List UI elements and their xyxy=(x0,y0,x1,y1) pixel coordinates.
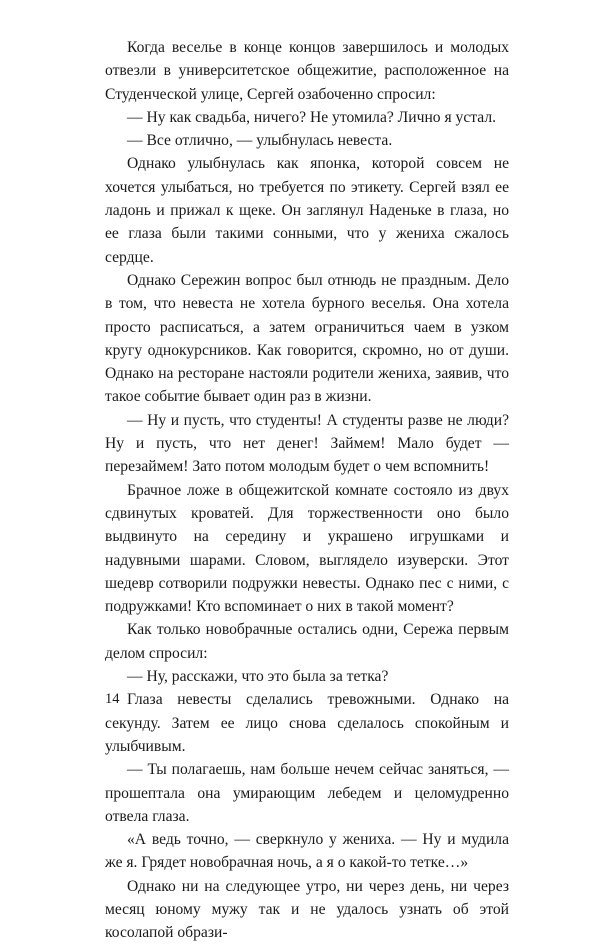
paragraph: — Ну, расскажи, что это была за тетка? xyxy=(127,668,389,686)
page-number: 14 xyxy=(105,691,120,707)
paragraph: Однако ни на следующее утро, ни через день, ни через месяц юному мужу так и не удалось узнать об этой косолапой образи- xyxy=(105,877,509,942)
body-text xyxy=(105,36,509,945)
paragraph: Когда веселье в конце концов завершилось и молодых отвезли в университетское общежитие, расположенное на Студенческой улице, Сергей озабоченно спросил: xyxy=(105,39,509,103)
paragraph: — Ну и пусть, что студенты! А студенты разве не люди? Ну и пусть, что нет денег! Займем! Мало будет — перезаймем! Зато потом молодым будет о чем вспомнить! xyxy=(105,411,509,476)
paragraph: Брачное ложе в общежитской комнате состояло из двух сдвинутых кроватей. Для торжественности оно было выдвинуто на середину и украшено игрушками и надувными шарами. Словом, выглядело изуверски. Этот шедевр сотворили подружки невесты. Однако пес с ними, с подружками! Кто вспоминает о них в такой момент? xyxy=(105,481,509,616)
paragraph: Глаза невесты сделались тревожными. Однако на секунду. Затем ее лицо снова сделалось спокойным и улыбчивым. xyxy=(105,691,509,755)
paragraph: Как только новобрачные остались одни, Сережа первым делом спросил: xyxy=(105,621,509,662)
paragraph: Однако улыбнулась как японка, которой совсем не хочется улыбаться, но требуется по этикету. Сергей взял ее ладонь и прижал к щеке. Он заглянул Наденьке в глаза, но ее глаза были такими сонными, что у жениха сжалось сердце. xyxy=(105,155,509,266)
paragraph: — Ты полагаешь, нам больше нечем сейчас заняться, — прошептала она умирающим лебедем и целомудренно отвела глаза. xyxy=(105,761,509,825)
paragraph: «А ведь точно, — сверкнуло у жениха. — Ну и мудила же я. Грядет новобрачная ночь, а я о какой-то тетке…» xyxy=(105,831,509,872)
paragraph: — Ну как свадьба, ничего? Не утомила? Лично я устал. xyxy=(127,108,497,126)
paragraph: Однако Сережин вопрос был отнюдь не праздным. Дело в том, что невеста не хотела бурного веселья. Она хотела просто расписаться, а затем ограничиться чаем в узком кругу однокурсников. Как говорится, скромно, но от души. Однако на ресторане настояли родители жениха, заявив, что такое событие бывает один раз в жизни. xyxy=(105,271,509,406)
paragraph: — Все отлично, — улыбнулась невеста. xyxy=(127,132,393,150)
